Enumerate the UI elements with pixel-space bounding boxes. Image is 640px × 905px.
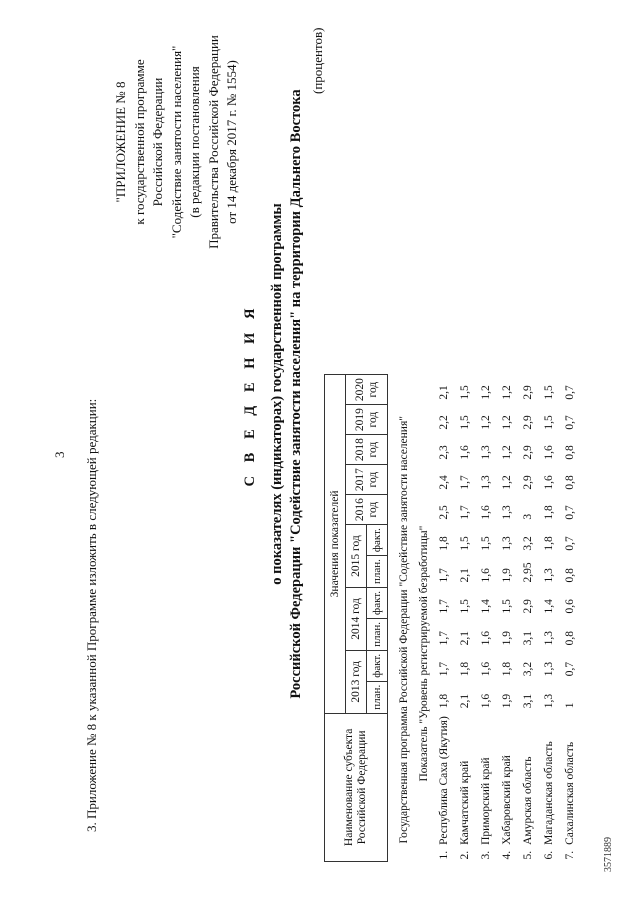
- table-row: [476, 375, 497, 862]
- value-cell: 0,8: [564, 568, 576, 583]
- value-cell: 2,1: [438, 385, 450, 400]
- program-row: Государственная программа Российской Федерации "Содействие занятости населения": [397, 416, 410, 844]
- value-cell: 1,7: [459, 505, 471, 520]
- value-cell: 0,8: [564, 445, 576, 460]
- year-header: 2017 год: [346, 465, 388, 495]
- table-row: [434, 375, 455, 862]
- serial-number: 3571889: [603, 837, 614, 872]
- value-cell: 1,5: [480, 536, 492, 551]
- year-header: 2014 год: [346, 587, 367, 650]
- value-cell: 1: [564, 702, 576, 709]
- year-header: 2018 год: [346, 435, 388, 465]
- value-cell: 1,6: [480, 505, 492, 520]
- value-cell: 2,95: [522, 562, 534, 583]
- value-cell: 2,1: [459, 693, 471, 709]
- document-subtitle: [268, 34, 306, 754]
- subtitle-line: Российской Федерации "Содействие занятости населения" на территории Дальнего Востока: [288, 89, 304, 699]
- table-body: [434, 375, 581, 862]
- value-cell: 1,4: [480, 599, 492, 614]
- fact-header: факт.: [367, 650, 388, 681]
- value-cell: 0,7: [564, 661, 576, 677]
- indicator-row: Показатель "Уровень регистрируемой безработицы": [417, 525, 430, 782]
- region-name: Приморский край: [480, 757, 492, 845]
- value-cell: 1,6: [543, 475, 555, 490]
- year-header: 2016 год: [346, 495, 388, 525]
- value-cell: 1,3: [480, 445, 492, 460]
- value-cell: 1,8: [459, 661, 471, 677]
- value-cell: 2,1: [459, 630, 471, 646]
- value-cell: 1,8: [543, 536, 555, 551]
- value-cell: 1,6: [480, 693, 492, 709]
- plan-header: план.: [367, 618, 388, 650]
- value-cell: 1,3: [543, 568, 555, 583]
- value-cell: 0,7: [564, 536, 576, 551]
- value-cell: 1,2: [501, 415, 513, 430]
- value-cell: 2,9: [522, 415, 534, 430]
- appendix-line: Правительства Российской Федерации: [205, 35, 221, 249]
- table-row: [455, 375, 476, 862]
- value-cell: 1,3: [480, 475, 492, 490]
- table-row: [539, 375, 560, 862]
- value-cell: 3: [522, 513, 534, 520]
- value-cell: 0,7: [564, 385, 576, 400]
- fact-header: факт.: [367, 525, 388, 556]
- value-cell: 0,6: [564, 599, 576, 614]
- appendix-line: к государственной программе: [131, 59, 147, 225]
- subtitle-line: о показателях (индикаторах) государственной программы: [269, 203, 285, 585]
- page-number: 3: [52, 451, 67, 458]
- document-title: С В Е Д Е Н И Я: [242, 303, 258, 487]
- value-cell: 1,6: [480, 661, 492, 677]
- table-row: [560, 375, 581, 862]
- year-header: 2015 год: [346, 525, 367, 588]
- values-header: Значения показателей: [325, 375, 346, 714]
- row-number: 7.: [564, 850, 576, 860]
- value-cell: 1,7: [438, 599, 450, 614]
- value-cell: 2,9: [522, 385, 534, 400]
- value-cell: 0,7: [564, 505, 576, 520]
- unit-label: (процентов): [310, 27, 325, 94]
- value-cell: 1,7: [438, 661, 450, 677]
- value-cell: 1,3: [501, 505, 513, 520]
- value-cell: 1,5: [459, 385, 471, 400]
- value-cell: 1,5: [459, 415, 471, 430]
- value-cell: 3,1: [522, 630, 534, 646]
- value-cell: 1,2: [501, 385, 513, 400]
- indicators-table: [324, 374, 581, 862]
- value-cell: 1,3: [543, 630, 555, 646]
- appendix-line: "ПРИЛОЖЕНИЕ № 8: [113, 81, 128, 203]
- row-number: 2.: [459, 850, 471, 860]
- value-cell: 1,8: [438, 693, 450, 709]
- value-cell: 1,6: [480, 630, 492, 646]
- value-cell: 2,4: [438, 475, 450, 490]
- value-cell: 1,9: [501, 630, 513, 646]
- value-cell: 1,5: [543, 415, 555, 430]
- value-cell: 2,3: [438, 445, 450, 460]
- value-cell: 0,8: [564, 475, 576, 490]
- value-cell: 2,1: [459, 568, 471, 583]
- plan-header: план.: [367, 556, 388, 588]
- appendix-line: (в редакции постановления: [187, 66, 202, 218]
- value-cell: 1,3: [501, 536, 513, 551]
- value-cell: 1,9: [501, 693, 513, 709]
- value-cell: 1,5: [501, 599, 513, 614]
- intro-text: 3. Приложение № 8 к указанной Программе изложить в следующей редакции:: [84, 398, 99, 832]
- year-header: 2020 год: [346, 375, 388, 405]
- appendix-line: Российской Федерации: [150, 77, 165, 207]
- value-cell: 1,7: [459, 475, 471, 490]
- value-cell: 1,2: [501, 475, 513, 490]
- value-cell: 1,5: [459, 599, 471, 614]
- row-number: 6.: [543, 850, 555, 860]
- region-name: Хабаровский край: [501, 755, 513, 845]
- value-cell: 3,2: [522, 536, 534, 551]
- region-name: Сахалинская область: [564, 741, 576, 845]
- row-number: 5.: [522, 850, 534, 860]
- appendix-line: "Содействие занятости населения": [168, 45, 184, 239]
- value-cell: 1,6: [480, 568, 492, 583]
- value-cell: 1,9: [501, 568, 513, 583]
- value-cell: 1,4: [543, 599, 555, 614]
- region-name: Республика Саха (Якутия): [438, 716, 450, 845]
- value-cell: 0,8: [564, 630, 576, 646]
- value-cell: 1,2: [501, 445, 513, 460]
- value-cell: 1,7: [438, 630, 450, 646]
- table-row: [518, 375, 539, 862]
- region-name: Амурская область: [522, 756, 534, 845]
- value-cell: 3,2: [522, 661, 534, 677]
- value-cell: 2,5: [438, 505, 450, 520]
- row-number: 4.: [501, 850, 513, 860]
- value-cell: 2,2: [438, 415, 450, 430]
- value-cell: 1,6: [459, 445, 471, 460]
- value-cell: 2,9: [522, 599, 534, 614]
- value-cell: 1,3: [543, 661, 555, 677]
- value-cell: 1,3: [543, 693, 555, 709]
- row-number: 1.: [438, 850, 450, 860]
- value-cell: 3,1: [522, 693, 534, 709]
- value-cell: 0,7: [564, 415, 576, 430]
- value-cell: 1,5: [543, 385, 555, 400]
- table-row: [497, 375, 518, 862]
- subject-header: Наименование субъекта Российской Федерации: [325, 713, 388, 861]
- value-cell: 1,8: [501, 661, 513, 677]
- region-name: Камчатский край: [459, 760, 471, 845]
- appendix-line: от 14 декабря 2017 г. № 1554): [224, 60, 239, 224]
- value-cell: 1,8: [543, 505, 555, 520]
- value-cell: 1,5: [459, 536, 471, 551]
- appendix-block: [112, 0, 242, 292]
- value-cell: 1,2: [480, 385, 492, 400]
- row-number: 3.: [480, 850, 492, 860]
- value-cell: 2,9: [522, 445, 534, 460]
- year-header: 2019 год: [346, 405, 388, 435]
- value-cell: 2,9: [522, 475, 534, 490]
- region-name: Магаданская область: [543, 741, 555, 845]
- year-header: 2013 год: [346, 650, 367, 713]
- fact-header: факт.: [367, 587, 388, 618]
- value-cell: 1,7: [438, 568, 450, 583]
- plan-header: план.: [367, 681, 388, 713]
- value-cell: 1,6: [543, 445, 555, 460]
- value-cell: 1,8: [438, 536, 450, 551]
- value-cell: 1,2: [480, 415, 492, 430]
